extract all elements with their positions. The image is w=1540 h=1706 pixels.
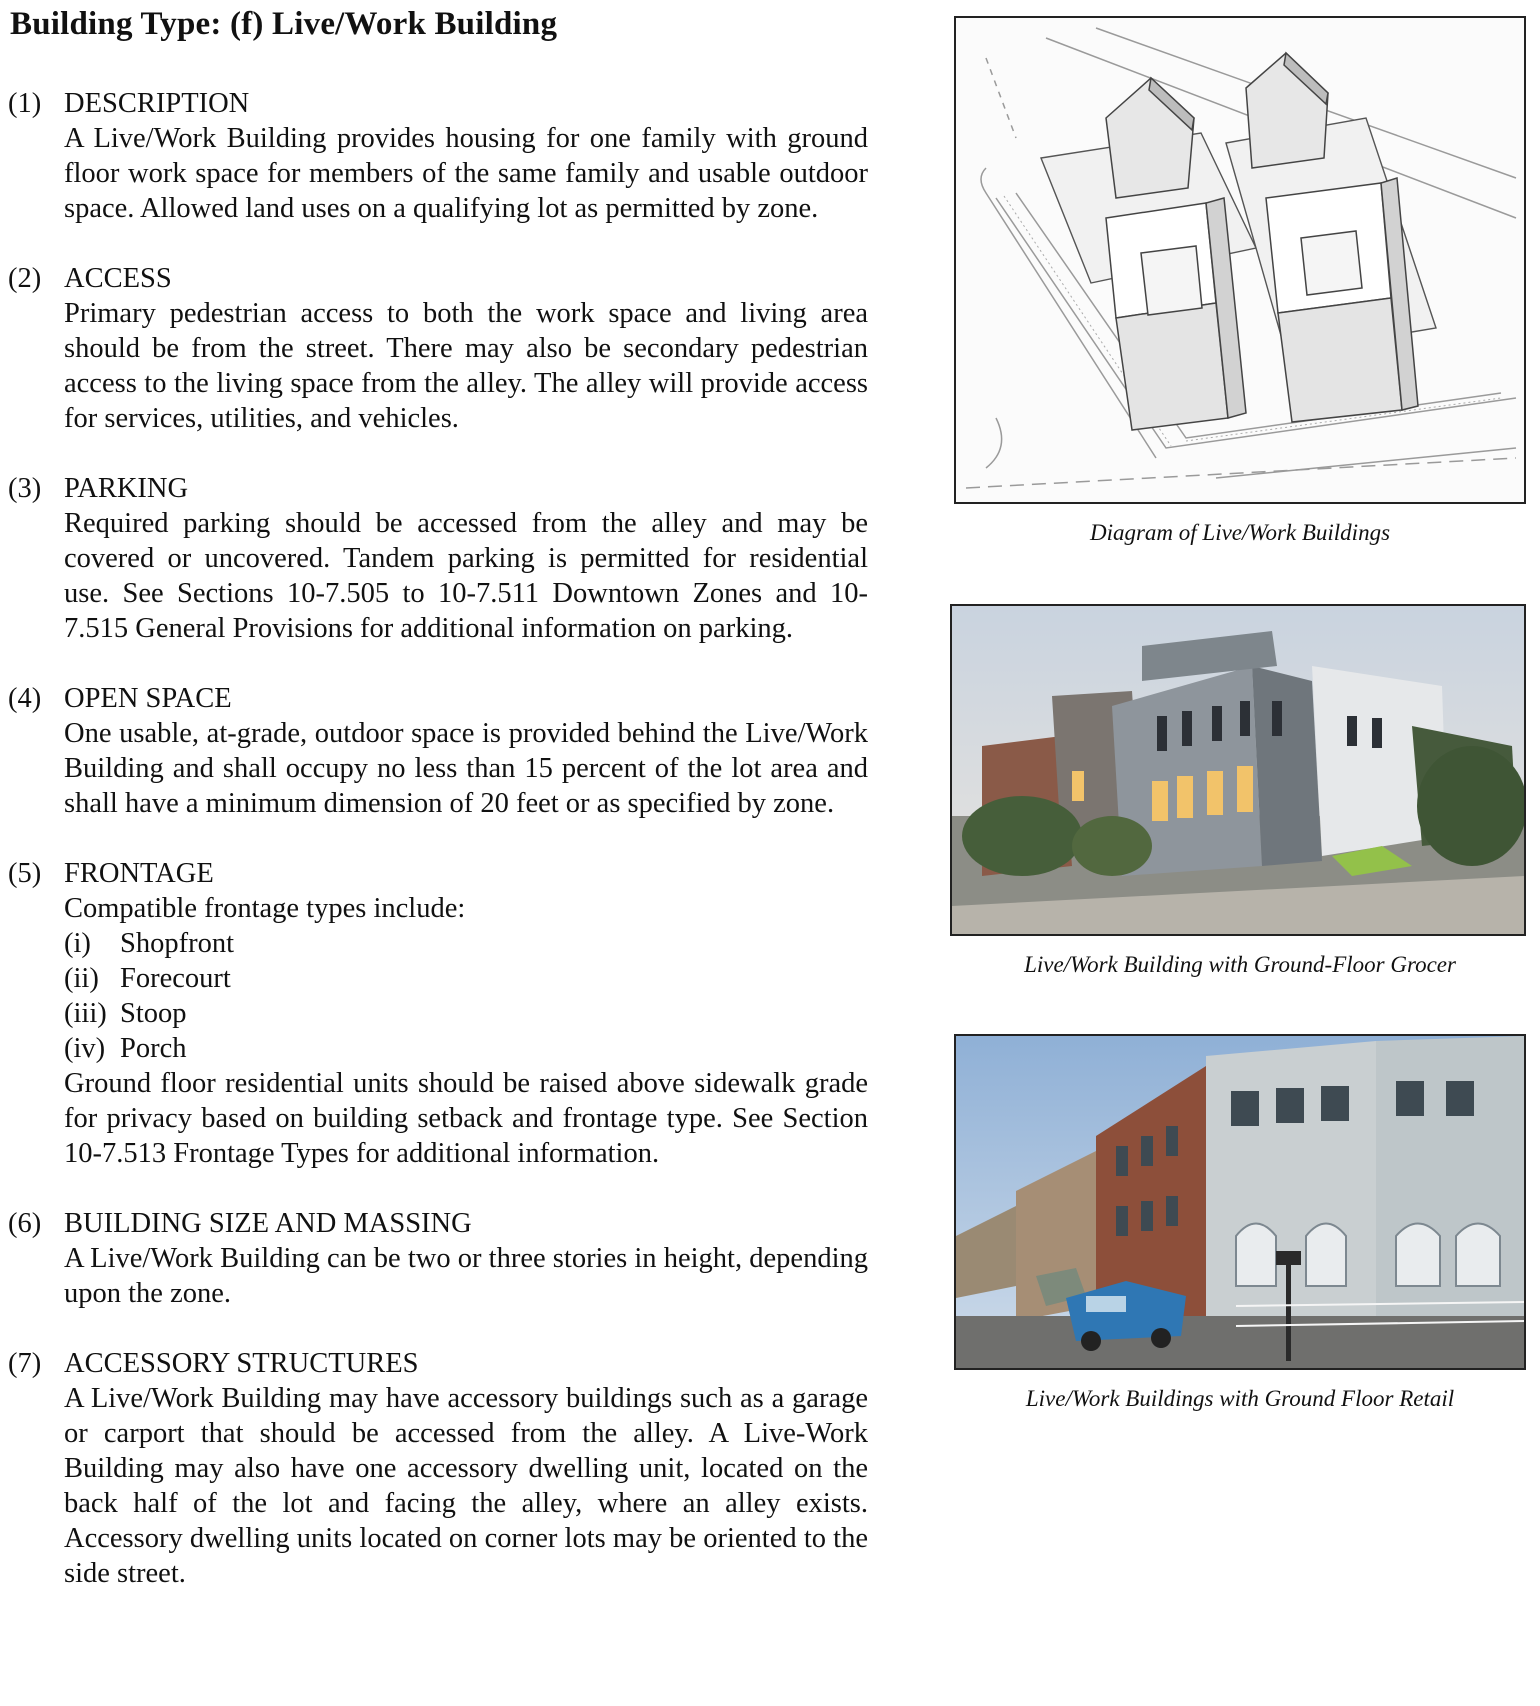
list-item <box>64 961 868 996</box>
section-parking <box>8 471 868 646</box>
section-open-space <box>8 681 868 821</box>
section-heading <box>8 1346 868 1381</box>
section-heading <box>8 681 868 716</box>
building-photo-illustration <box>952 606 1524 934</box>
section-title: ACCESS <box>64 263 172 294</box>
isometric-diagram-illustration <box>956 18 1524 502</box>
list-item-number: (iv) <box>64 1033 106 1064</box>
section-number: (1) <box>8 88 42 119</box>
section-access <box>8 261 868 436</box>
list-item-number: (i) <box>64 928 91 959</box>
section-title: BUILDING SIZE AND MASSING <box>64 1208 472 1239</box>
section-frontage <box>8 856 868 1171</box>
section-number: (7) <box>8 1348 42 1379</box>
page-title: Building Type: (f) Live/Work Building <box>10 6 558 42</box>
retail-photo <box>954 1034 1526 1370</box>
section-body: A Live/Work Building provides housing for one family with ground floor work space for members of the same family and usable outdoor space. Allowed land uses on a qualifying lot as permitted by zone. <box>64 123 868 224</box>
section-heading <box>8 856 868 891</box>
section-title: PARKING <box>64 473 189 504</box>
list-item-number: (ii) <box>64 963 99 994</box>
section-description <box>8 86 868 226</box>
diagram-figure <box>954 16 1526 504</box>
section-body: Primary pedestrian access to both the work space and living area should be from the street. There may also be secondary pedestrian access to the living space from the alley. The alley will provide access for services, utilities, and vehicles. <box>64 298 868 434</box>
section-heading <box>8 261 868 296</box>
section-heading <box>8 471 868 506</box>
section-number: (6) <box>8 1208 42 1239</box>
section-number: (4) <box>8 683 42 714</box>
section-body: Required parking should be accessed from the alley and may be covered or uncovered. Tandem parking is permitted for residential use. See Sections 10-7.505 to 10-7.511 Downtown Zones and 10-7.515 General Provisions for additional information on parking. <box>64 508 868 644</box>
frontage-intro: Compatible frontage types include: <box>64 893 466 924</box>
section-heading <box>8 86 868 121</box>
list-item-label: Stoop <box>120 998 187 1029</box>
section-number: (3) <box>8 473 42 504</box>
section-title: FRONTAGE <box>64 858 214 889</box>
section-body: One usable, at-grade, outdoor space is provided behind the Live/Work Building and shall occupy no less than 15 percent of the lot area and shall have a minimum dimension of 20 feet or as specified by zone. <box>64 718 868 819</box>
figure-caption: Live/Work Buildings with Ground Floor Retail <box>1025 1386 1455 1411</box>
section-body: A Live/Work Building may have accessory buildings such as a garage or carport that should be accessed from the alley. A Live-Work Building may also have one accessory dwelling unit, located on the back half of the lot and facing the alley, where an alley exists. Accessory dwelling units located on corner lots may be oriented to the side street. <box>64 1383 868 1589</box>
section-title: DESCRIPTION <box>64 88 250 119</box>
section-number: (5) <box>8 858 42 889</box>
street-photo-illustration <box>956 1036 1524 1368</box>
list-item-number: (iii) <box>64 998 107 1029</box>
section-title: ACCESSORY STRUCTURES <box>64 1348 419 1379</box>
section-building-size <box>8 1206 868 1311</box>
section-body: Ground floor residential units should be raised above sidewalk grade for privacy based on building setback and frontage type. See Section 10-7.513 Frontage Types for additional information. <box>64 1068 868 1169</box>
section-heading <box>8 1206 868 1241</box>
figure-caption: Diagram of Live/Work Buildings <box>1089 520 1391 545</box>
section-body: A Live/Work Building can be two or three stories in height, depending upon the zone. <box>64 1243 868 1309</box>
list-item-label: Porch <box>120 1033 187 1064</box>
section-accessory-structures <box>8 1346 868 1591</box>
list-item <box>64 926 868 961</box>
frontage-list <box>64 926 868 1066</box>
figure-caption: Live/Work Building with Ground-Floor Grocer <box>1024 952 1456 977</box>
text-column <box>8 86 868 1626</box>
list-item <box>64 1031 868 1066</box>
list-item-label: Forecourt <box>120 963 231 994</box>
list-item <box>64 996 868 1031</box>
grocer-photo <box>950 604 1526 936</box>
section-title: OPEN SPACE <box>64 683 232 714</box>
list-item-label: Shopfront <box>120 928 234 959</box>
section-number: (2) <box>8 263 42 294</box>
